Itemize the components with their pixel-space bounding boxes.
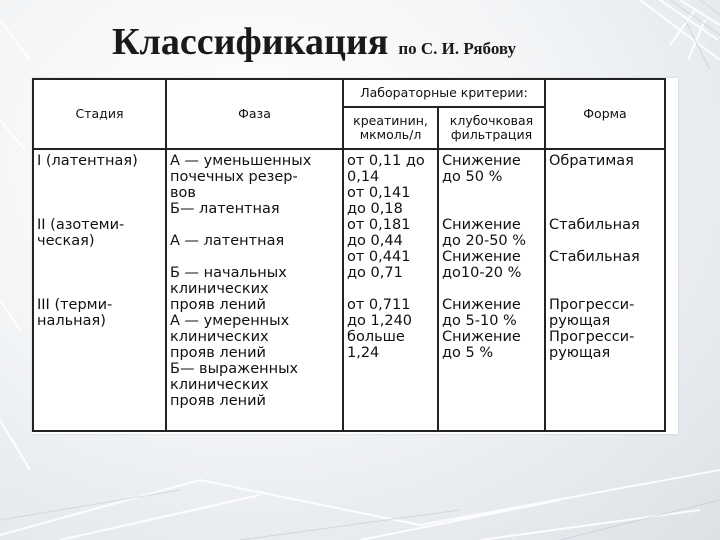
creatinine-line: от 0,711 bbox=[347, 297, 411, 313]
phase-line: клинических bbox=[170, 377, 269, 393]
creatinine-line: до 1,240 bbox=[347, 313, 413, 329]
header-gfr bbox=[438, 107, 545, 149]
gfr-line: до 5 % bbox=[442, 345, 494, 361]
phase-line: клинических bbox=[170, 329, 269, 345]
header-gfr-line: клубочковая bbox=[449, 113, 534, 128]
classification-sheet bbox=[32, 78, 678, 434]
phase-line: А — латентная bbox=[170, 233, 285, 249]
phase-line: А — умеренных bbox=[170, 313, 290, 329]
header-creatinine-line: мкмоль/л bbox=[359, 127, 422, 142]
form-line: рующая bbox=[549, 313, 611, 329]
creatinine-line: от 0,141 bbox=[347, 185, 411, 201]
stage-line: ческая) bbox=[37, 233, 95, 249]
phase-line bbox=[170, 249, 339, 265]
header-phase: Фаза bbox=[166, 79, 343, 149]
gfr-line: до 20-50 % bbox=[442, 233, 527, 249]
creatinine-line: больше bbox=[347, 329, 405, 345]
phase-line: Б— латентная bbox=[170, 201, 280, 217]
frost-decoration-bottom bbox=[0, 440, 720, 540]
gfr-line bbox=[442, 201, 541, 217]
creatinine-line: от 0,181 bbox=[347, 217, 411, 233]
slide-title bbox=[112, 20, 516, 64]
phase-line: почечных резер- bbox=[170, 169, 298, 185]
gfr-line: до 50 % bbox=[442, 169, 503, 185]
form-line: Обратимая bbox=[549, 153, 634, 169]
stage-line bbox=[37, 265, 162, 281]
gfr-line bbox=[442, 281, 541, 297]
gfr-line: Снижение bbox=[442, 249, 521, 265]
title-main: Классификация bbox=[112, 21, 389, 63]
phase-line: вов bbox=[170, 185, 196, 201]
creatinine-line: до 0,44 bbox=[347, 233, 403, 249]
phase-line: Б— выраженных bbox=[170, 361, 299, 377]
phase-line: клинических bbox=[170, 281, 269, 297]
stage-line bbox=[37, 201, 162, 217]
form-line: Прогресси- bbox=[549, 297, 635, 313]
gfr-line: Снижение bbox=[442, 297, 521, 313]
title-sub: по С. И. Рябову bbox=[398, 39, 516, 58]
gfr-line bbox=[442, 185, 541, 201]
stage-line: III (терми- bbox=[37, 297, 113, 313]
creatinine-line: от 0,11 до bbox=[347, 153, 425, 169]
form-line bbox=[549, 201, 661, 217]
gfr-line: Снижение bbox=[442, 217, 521, 233]
creatinine-line: до 0,18 bbox=[347, 201, 403, 217]
phase-cell bbox=[166, 149, 343, 431]
form-line bbox=[549, 265, 661, 281]
form-line: рующая bbox=[549, 345, 611, 361]
header-form: Форма bbox=[545, 79, 665, 149]
phase-line: А — уменьшенных bbox=[170, 153, 312, 169]
gfr-line: до 5-10 % bbox=[442, 313, 517, 329]
stage-line: II (азотеми- bbox=[37, 217, 125, 233]
header-lab-criteria: Лабораторные критерии: bbox=[343, 79, 545, 107]
header-creatinine-line: креатинин, bbox=[353, 113, 428, 128]
body-row bbox=[33, 149, 665, 431]
phase-line: Б — начальных bbox=[170, 265, 287, 281]
stage-line: I (латентная) bbox=[37, 153, 138, 169]
header-stage: Стадия bbox=[33, 79, 166, 149]
creatinine-line: 1,24 bbox=[347, 345, 380, 361]
creatinine-line bbox=[347, 281, 434, 297]
header-creatinine bbox=[343, 107, 438, 149]
form-cell bbox=[545, 149, 665, 431]
gfr-line: Снижение bbox=[442, 329, 521, 345]
form-line bbox=[549, 185, 661, 201]
classification-table bbox=[32, 78, 666, 432]
form-line: Стабильная bbox=[549, 217, 640, 233]
form-line bbox=[549, 169, 661, 185]
stage-line bbox=[37, 249, 162, 265]
creatinine-line: до 0,71 bbox=[347, 265, 403, 281]
creatinine-line: 0,14 bbox=[347, 169, 380, 185]
phase-line: прояв лений bbox=[170, 297, 266, 313]
gfr-cell bbox=[438, 149, 545, 431]
phase-line: прояв лений bbox=[170, 393, 266, 409]
stage-line: нальная) bbox=[37, 313, 106, 329]
stage-line bbox=[37, 185, 162, 201]
header-row-1 bbox=[33, 79, 665, 107]
creatinine-line: от 0,441 bbox=[347, 249, 411, 265]
form-line bbox=[549, 281, 661, 297]
stage-cell bbox=[33, 149, 166, 431]
header-gfr-line: фильтрация bbox=[450, 127, 533, 142]
creatinine-cell bbox=[343, 149, 438, 431]
stage-line bbox=[37, 169, 162, 185]
form-line: Стабильная bbox=[549, 249, 640, 265]
phase-line bbox=[170, 217, 339, 233]
form-line bbox=[549, 233, 661, 249]
form-line: Прогресси- bbox=[549, 329, 635, 345]
gfr-line: Снижение bbox=[442, 153, 521, 169]
stage-line bbox=[37, 281, 162, 297]
gfr-line: до10-20 % bbox=[442, 265, 522, 281]
phase-line: прояв лений bbox=[170, 345, 266, 361]
